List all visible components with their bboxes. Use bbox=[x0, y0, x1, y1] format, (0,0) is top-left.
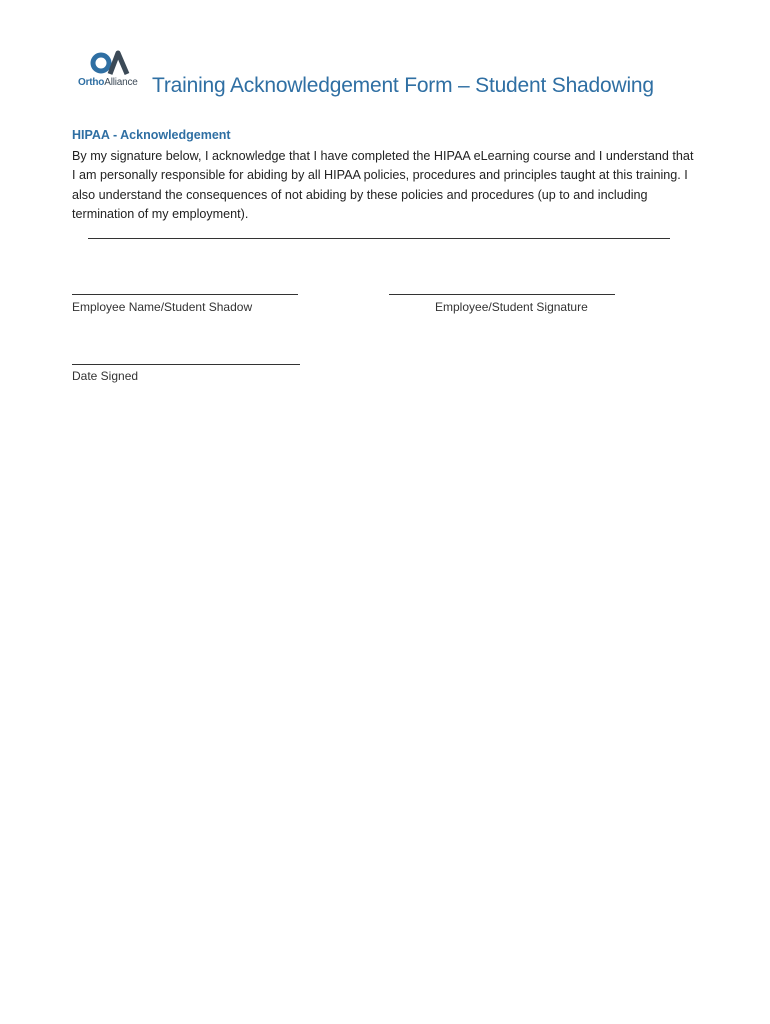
section-heading: HIPAA - Acknowledgement bbox=[72, 128, 231, 142]
page-title: Training Acknowledgement Form – Student Shadowing bbox=[152, 74, 654, 97]
employee-name-label: Employee Name/Student Shadow bbox=[72, 300, 253, 314]
signature-label: Employee/Student Signature bbox=[435, 300, 588, 314]
signature-field[interactable] bbox=[389, 294, 615, 295]
date-signed-label: Date Signed bbox=[72, 369, 139, 383]
logo-mark-icon bbox=[90, 50, 132, 76]
acknowledgement-text: By my signature below, I acknowledge that I have completed the HIPAA eLearning course and I understand that I am personally responsible for abiding by all HIPAA policies, procedures and principles taught at this training. I also understand the consequences of not abiding by these policies and procedures (up to and including termination of my employment). bbox=[72, 149, 694, 221]
company-logo bbox=[76, 50, 146, 92]
employee-name-field[interactable] bbox=[72, 294, 298, 295]
divider-line bbox=[88, 238, 670, 239]
logo-wordmark bbox=[78, 77, 138, 88]
date-signed-field[interactable] bbox=[72, 364, 300, 365]
logo-wordmark-alliance: Alliance bbox=[104, 77, 138, 88]
logo-wordmark-ortho: Ortho bbox=[78, 77, 105, 88]
